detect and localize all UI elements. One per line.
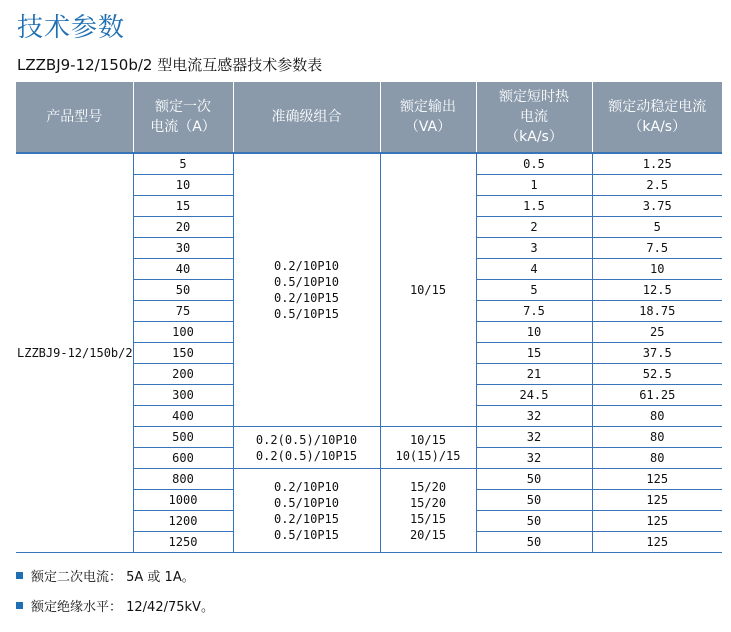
primary-current-cell: 500 — [133, 427, 233, 448]
primary-current-cell: 400 — [133, 406, 233, 427]
header-dynamic: 额定动稳定电流 （kA/s） — [592, 82, 722, 153]
primary-current-cell: 50 — [133, 280, 233, 301]
note-item — [16, 569, 214, 599]
thermal-current-cell: 7.5 — [476, 301, 592, 322]
thermal-current-cell: 0.5 — [476, 153, 592, 175]
accuracy-cell: 0.2/10P10 0.5/10P10 0.2/10P15 0.5/10P15 — [233, 469, 380, 553]
primary-current-cell: 300 — [133, 385, 233, 406]
dynamic-current-cell: 37.5 — [592, 343, 722, 364]
dynamic-current-cell: 61.25 — [592, 385, 722, 406]
output-cell: 10/15 — [380, 153, 476, 427]
thermal-current-cell: 50 — [476, 511, 592, 532]
bullet-icon — [16, 602, 23, 609]
dynamic-current-cell: 12.5 — [592, 280, 722, 301]
dynamic-current-cell: 10 — [592, 259, 722, 280]
dynamic-current-cell: 125 — [592, 511, 722, 532]
thermal-current-cell: 2 — [476, 217, 592, 238]
dynamic-current-cell: 5 — [592, 217, 722, 238]
notes — [16, 569, 214, 629]
thermal-current-cell: 1 — [476, 175, 592, 196]
primary-current-cell: 20 — [133, 217, 233, 238]
thermal-current-cell: 21 — [476, 364, 592, 385]
thermal-current-cell: 3 — [476, 238, 592, 259]
thermal-current-cell: 50 — [476, 469, 592, 490]
bullet-icon — [16, 572, 23, 579]
thermal-current-cell: 10 — [476, 322, 592, 343]
thermal-current-cell: 5 — [476, 280, 592, 301]
primary-current-cell: 1200 — [133, 511, 233, 532]
thermal-current-cell: 1.5 — [476, 196, 592, 217]
header-primary-current: 额定一次 电流（A） — [133, 82, 233, 153]
header-row — [16, 82, 722, 153]
primary-current-cell: 100 — [133, 322, 233, 343]
dynamic-current-cell: 125 — [592, 469, 722, 490]
dynamic-current-cell: 1.25 — [592, 153, 722, 175]
thermal-current-cell: 32 — [476, 448, 592, 469]
dynamic-current-cell: 125 — [592, 490, 722, 511]
dynamic-current-cell: 25 — [592, 322, 722, 343]
thermal-current-cell: 15 — [476, 343, 592, 364]
dynamic-current-cell: 18.75 — [592, 301, 722, 322]
primary-current-cell: 30 — [133, 238, 233, 259]
primary-current-cell: 1250 — [133, 532, 233, 553]
table-caption: LZZBJ9-12/150b/2 型电流互感器技术参数表 — [17, 56, 323, 74]
dynamic-current-cell: 2.5 — [592, 175, 722, 196]
primary-current-cell: 75 — [133, 301, 233, 322]
accuracy-cell: 0.2/10P10 0.5/10P10 0.2/10P15 0.5/10P15 — [233, 153, 380, 427]
spec-table — [16, 82, 722, 553]
primary-current-cell: 40 — [133, 259, 233, 280]
primary-current-cell: 200 — [133, 364, 233, 385]
model-cell: LZZBJ9-12/150b/2 — [16, 153, 133, 553]
primary-current-cell: 15 — [133, 196, 233, 217]
dynamic-current-cell: 52.5 — [592, 364, 722, 385]
note-item — [16, 599, 214, 629]
primary-current-cell: 1000 — [133, 490, 233, 511]
primary-current-cell: 800 — [133, 469, 233, 490]
thermal-current-cell: 50 — [476, 490, 592, 511]
header-output: 额定输出 （VA） — [380, 82, 476, 153]
table-row — [16, 153, 722, 175]
dynamic-current-cell: 7.5 — [592, 238, 722, 259]
thermal-current-cell: 50 — [476, 532, 592, 553]
dynamic-current-cell: 3.75 — [592, 196, 722, 217]
header-thermal: 额定短时热 电流 （kA/s） — [476, 82, 592, 153]
thermal-current-cell: 24.5 — [476, 385, 592, 406]
page-title: 技术参数 — [17, 13, 126, 43]
output-cell: 15/20 15/20 15/15 20/15 — [380, 469, 476, 553]
primary-current-cell: 150 — [133, 343, 233, 364]
note-text: 额定二次电流： 5A 或 1A。 — [31, 570, 195, 585]
dynamic-current-cell: 125 — [592, 532, 722, 553]
accuracy-cell: 0.2(0.5)/10P10 0.2(0.5)/10P15 — [233, 427, 380, 469]
thermal-current-cell: 32 — [476, 427, 592, 448]
primary-current-cell: 600 — [133, 448, 233, 469]
dynamic-current-cell: 80 — [592, 406, 722, 427]
header-accuracy: 准确级组合 — [233, 82, 380, 153]
thermal-current-cell: 4 — [476, 259, 592, 280]
primary-current-cell: 10 — [133, 175, 233, 196]
primary-current-cell: 5 — [133, 153, 233, 175]
header-model: 产品型号 — [16, 82, 133, 153]
thermal-current-cell: 32 — [476, 406, 592, 427]
note-text: 额定绝缘水平： 12/42/75kV。 — [31, 600, 214, 615]
dynamic-current-cell: 80 — [592, 427, 722, 448]
dynamic-current-cell: 80 — [592, 448, 722, 469]
output-cell: 10/15 10(15)/15 — [380, 427, 476, 469]
